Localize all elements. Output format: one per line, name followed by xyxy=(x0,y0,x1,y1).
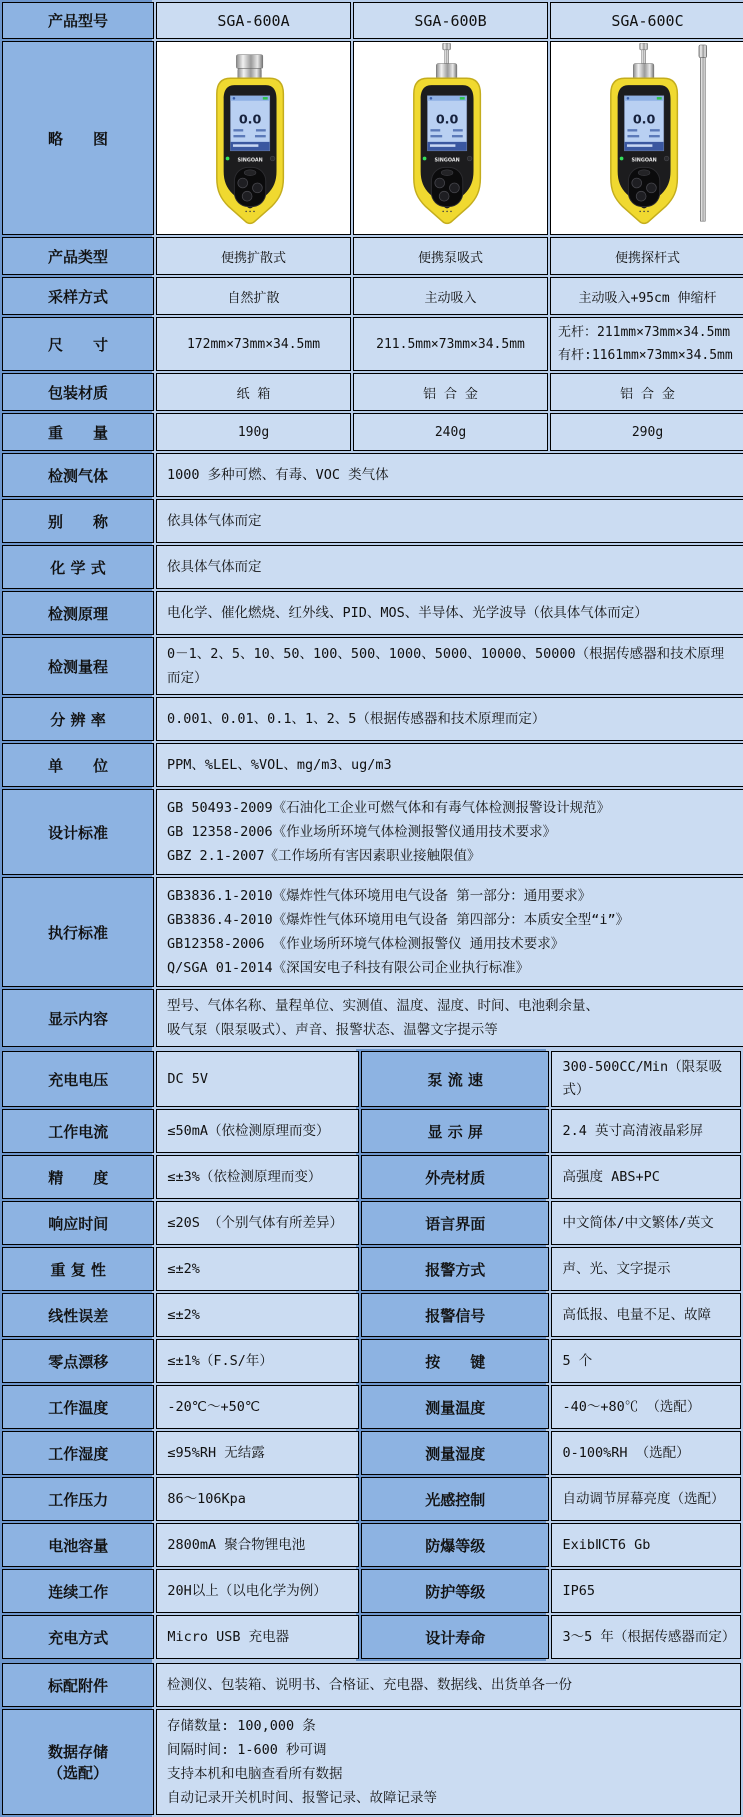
spec-label: 工作电流 xyxy=(48,1122,109,1141)
table-row xyxy=(2,1709,741,1815)
row-value: 便携探杆式 xyxy=(614,250,680,266)
value-line: 0－1、2、5、10、50、100、500、1000、5000、10000、50000（根据传感器和技术原理而定） xyxy=(167,646,725,686)
spec-label-cell xyxy=(361,1569,550,1613)
spec-label: 防护等级 xyxy=(425,1582,486,1601)
table-row xyxy=(2,591,743,635)
row-label: 包装材质 xyxy=(47,383,108,402)
value-line: GB3836.1-2010《爆炸性气体环境用电气设备 第一部分：通用要求》 xyxy=(167,888,592,904)
value-line: GBZ 2.1-2007《工作场所有害因素职业接触限值》 xyxy=(167,848,481,864)
row-value-cell xyxy=(156,453,743,497)
spec-value: ≤20S （个别气体有所差异） xyxy=(167,1214,344,1231)
row-value: 240g xyxy=(434,424,467,440)
spec-label: 重 复 性 xyxy=(50,1260,106,1279)
spec-value: 中文简体/中文繁体/英文 xyxy=(562,1214,714,1231)
row-label-cell xyxy=(2,277,154,315)
spec-label-cell xyxy=(361,1201,550,1245)
row-label: 重 量 xyxy=(47,423,108,442)
value-lines xyxy=(167,509,734,533)
row-label-cell xyxy=(2,413,154,451)
value-line: 支持本机和电脑查看所有数据 xyxy=(167,1766,343,1782)
value-line: GB12358-2006 《作业场所环境气体检测报警仪 通用技术要求》 xyxy=(167,936,565,952)
spec-value-cell xyxy=(551,1615,741,1659)
spec-value-cell xyxy=(551,1155,741,1199)
value-lines xyxy=(167,884,734,980)
row-label: 设计标准 xyxy=(47,823,108,842)
row-label-cell xyxy=(2,545,154,589)
spec-value-cell xyxy=(551,1339,741,1383)
device-image-cell-sga-600c xyxy=(550,41,743,235)
spec-label-cell xyxy=(2,1615,154,1659)
spec-row xyxy=(2,1293,741,1337)
spec-row xyxy=(2,1615,741,1659)
row-label-cell xyxy=(2,317,154,371)
value-line: 自动记录开关机时间、报警记录、故障记录等 xyxy=(167,1790,437,1806)
value-line: 1000 多种可燃、有毒、VOC 类气体 xyxy=(167,467,389,483)
spec-value-cell xyxy=(551,1201,741,1245)
model-header-sga-600b xyxy=(353,2,548,39)
spec-label-cell xyxy=(2,1569,154,1613)
row-value-cell xyxy=(353,413,548,451)
spec-label: 防爆等级 xyxy=(425,1536,486,1555)
spec-label-cell xyxy=(361,1247,550,1291)
spec-value-cell xyxy=(156,1385,359,1429)
spec-value: 2.4 英寸高清液晶彩屏 xyxy=(562,1122,703,1139)
sketch-label-cell xyxy=(2,41,154,235)
spec-row xyxy=(2,1523,741,1567)
value-line: 无杆：211mm×73mm×34.5mm xyxy=(558,325,731,340)
spec-label: 光感控制 xyxy=(425,1490,486,1509)
table-row xyxy=(2,877,743,987)
row-value-cell xyxy=(550,373,743,411)
spec-label: 测量湿度 xyxy=(425,1444,486,1463)
spec-label-cell xyxy=(2,1385,154,1429)
value-line: 存储数量: 100,000 条 xyxy=(167,1718,316,1734)
spec-label-cell xyxy=(361,1155,550,1199)
spec-value: 300-500CC/Min（限泵吸式） xyxy=(562,1059,723,1098)
spec-label-cell xyxy=(2,1155,154,1199)
row-value-cell xyxy=(550,277,743,315)
spec-label: 线性误差 xyxy=(48,1306,109,1325)
value-line: 有杆:1161mm×73mm×34.5mm xyxy=(558,348,733,363)
spec-value: -20℃～+50℃ xyxy=(167,1398,260,1415)
table-row xyxy=(2,1663,741,1707)
row-label: 别 称 xyxy=(47,512,108,531)
spec-value-cell xyxy=(156,1339,359,1383)
row-label-cell xyxy=(2,789,154,875)
table-row xyxy=(2,499,743,543)
value-line: GB 50493-2009《石油化工企业可燃气体和有毒气体检测报警设计规范》 xyxy=(167,800,611,816)
spec-label: 电池容量 xyxy=(48,1536,109,1555)
spec-row xyxy=(2,1339,741,1383)
header-label: 产品型号 xyxy=(47,12,108,30)
row-value: 自然扩散 xyxy=(227,290,280,306)
row-label: 检测原理 xyxy=(47,604,108,623)
spec-label: 语言界面 xyxy=(425,1214,486,1233)
row-label-cell xyxy=(2,877,154,987)
value-line: 依具体气体而定 xyxy=(167,513,262,529)
table-row xyxy=(2,317,743,371)
table-row xyxy=(2,237,743,275)
spec-row xyxy=(2,1247,741,1291)
row-label-cell xyxy=(2,637,154,695)
spec-value-cell xyxy=(551,1569,741,1613)
spec-label-cell xyxy=(361,1051,550,1107)
spec-value-cell xyxy=(156,1431,359,1475)
value-line: GB 12358-2006《作业场所环境气体检测报警仪通用技术要求》 xyxy=(167,824,557,840)
svg-text:SINGOAN: SINGOAN xyxy=(630,157,657,164)
spec-label-cell xyxy=(361,1523,550,1567)
value-line: 电化学、催化燃烧、红外线、PID、MOS、半导体、光学波导（依具体气体而定） xyxy=(167,605,648,621)
row-value-cell xyxy=(550,413,743,451)
row-value-cell xyxy=(353,277,548,315)
spec-label: 工作温度 xyxy=(48,1398,109,1417)
row-value-cell xyxy=(156,413,351,451)
spec-label-cell xyxy=(2,1339,154,1383)
label-line: 数据存储 xyxy=(47,1743,108,1761)
table-row xyxy=(2,413,743,451)
row-value-cell-multiline xyxy=(550,317,743,371)
spec-label-cell xyxy=(361,1293,550,1337)
value-lines xyxy=(167,555,734,579)
spec-value: ≤±3%（依检测原理而变） xyxy=(167,1168,322,1185)
spec-label: 报警信号 xyxy=(425,1306,486,1325)
gas-detector-illustration xyxy=(183,43,325,229)
spec-value-cell xyxy=(551,1477,741,1521)
spec-value-cell xyxy=(156,1051,359,1107)
spec-value-cell xyxy=(156,1523,359,1567)
spec-label-cell xyxy=(361,1385,550,1429)
spec-label: 充电电压 xyxy=(48,1070,109,1089)
spec-label-cell xyxy=(361,1615,550,1659)
spec-row xyxy=(2,1201,741,1245)
spec-label-cell xyxy=(2,1523,154,1567)
spec-row xyxy=(2,1477,741,1521)
spec-label: 响应时间 xyxy=(48,1214,109,1233)
spec-value-cell xyxy=(551,1431,741,1475)
row-value-cell xyxy=(353,237,548,275)
label-line: 标配附件 xyxy=(47,1676,108,1695)
label-line: （选配） xyxy=(47,1764,108,1782)
spec-value: 高强度 ABS+PC xyxy=(562,1168,660,1185)
spec-value-cell xyxy=(156,1155,359,1199)
spec-row xyxy=(2,1385,741,1429)
value-line: Q/SGA 01-2014《深国安电子科技有限公司企业执行标准》 xyxy=(167,960,530,976)
row-label-cell xyxy=(2,989,154,1047)
spec-value-cell xyxy=(156,1247,359,1291)
spec-value: 高低报、电量不足、故障 xyxy=(562,1306,711,1323)
value-lines xyxy=(167,707,734,731)
spec-label-cell xyxy=(2,1477,154,1521)
spec-label-cell xyxy=(2,1293,154,1337)
model-name: SGA-600B xyxy=(414,11,487,30)
row-label: 检测量程 xyxy=(47,657,108,676)
spec-value: ExibⅡCT6 Gb xyxy=(562,1536,651,1553)
row-value-cell xyxy=(156,637,743,695)
row-value: 主动吸入+95cm 伸缩杆 xyxy=(578,290,717,306)
row-label-cell xyxy=(2,237,154,275)
row-value: 便携泵吸式 xyxy=(417,250,483,266)
spec-label-cell xyxy=(2,1109,154,1153)
row-value: 铝 合 金 xyxy=(423,386,478,402)
spec-value: IP65 xyxy=(562,1582,595,1599)
row-label: 显示内容 xyxy=(47,1009,108,1028)
row-label: 产品类型 xyxy=(47,247,108,266)
spec-value: 3～5 年（根据传感器而定） xyxy=(562,1628,736,1645)
row-value-cell xyxy=(550,237,743,275)
row-label-cell xyxy=(2,591,154,635)
row-label: 化 学 式 xyxy=(50,558,106,577)
spec-value-cell xyxy=(551,1385,741,1429)
row-label: 尺 寸 xyxy=(47,335,108,354)
row-value: 铝 合 金 xyxy=(620,386,675,402)
row-value-cell xyxy=(156,545,743,589)
spec-value-cell xyxy=(156,1201,359,1245)
spec-value-cell xyxy=(156,1615,359,1659)
spec-value: 自动调节屏幕亮度（选配） xyxy=(562,1490,725,1507)
row-value: 主动吸入 xyxy=(424,290,477,306)
row-value: 纸 箱 xyxy=(236,386,271,402)
model-header-sga-600a xyxy=(156,2,351,39)
value-line: PPM、%LEL、%VOL、mg/m3、ug/m3 xyxy=(167,757,392,773)
row-value: 190g xyxy=(237,424,270,440)
row-value-cell xyxy=(156,743,743,787)
spec-value: ≤±2% xyxy=(167,1306,200,1323)
spec-value-cell xyxy=(156,1477,359,1521)
spec-value: ≤95%RH 无结露 xyxy=(167,1444,265,1461)
table-row xyxy=(2,637,743,695)
header-label-cell xyxy=(2,2,154,39)
spec-label-cell xyxy=(361,1339,550,1383)
spec-value: 0-100%RH （选配） xyxy=(562,1444,690,1461)
spec-label: 充电方式 xyxy=(48,1628,109,1647)
value-lines xyxy=(167,796,734,868)
spec-label-cell xyxy=(361,1109,550,1153)
device-image-cell-sga-600b xyxy=(353,41,548,235)
spec-label: 工作压力 xyxy=(48,1490,109,1509)
value-lines xyxy=(167,994,734,1042)
value-lines xyxy=(167,601,734,625)
svg-text:SINGOAN: SINGOAN xyxy=(433,157,460,164)
spec-value-cell xyxy=(551,1523,741,1567)
row-value-cell xyxy=(156,237,351,275)
accessories-table xyxy=(0,1661,743,1817)
row-label-cell xyxy=(2,453,154,497)
row-value-cell xyxy=(156,877,743,987)
spec-value: ≤50mA（依检测原理而变） xyxy=(167,1122,330,1139)
spec-label: 显 示 屏 xyxy=(427,1122,483,1141)
spec-label: 精 度 xyxy=(48,1168,109,1187)
spec-row xyxy=(2,1431,741,1475)
model-header-sga-600c xyxy=(550,2,743,39)
value-lines xyxy=(167,1714,730,1810)
spec-value-cell xyxy=(551,1293,741,1337)
row-value-cell xyxy=(156,697,743,741)
row-value: 211.5mm×73mm×34.5mm xyxy=(376,336,525,352)
spec-label: 泵 流 速 xyxy=(427,1070,483,1089)
spec-label: 报警方式 xyxy=(425,1260,486,1279)
svg-text:0.0: 0.0 xyxy=(238,111,261,127)
table-row xyxy=(2,697,743,741)
value-lines xyxy=(167,1673,730,1697)
svg-text:SINGOAN: SINGOAN xyxy=(236,157,263,164)
spec-label: 零点漂移 xyxy=(48,1352,109,1371)
spec-table xyxy=(0,1049,743,1661)
row-label: 单 位 xyxy=(47,756,108,775)
table-row xyxy=(2,277,743,315)
spec-value: ≤±2% xyxy=(167,1260,200,1277)
spec-row xyxy=(2,1051,741,1107)
spec-label: 工作湿度 xyxy=(48,1444,109,1463)
spec-row xyxy=(2,1109,741,1153)
row-value-cell xyxy=(156,373,351,411)
row-value-cell xyxy=(156,277,351,315)
row-value-cell xyxy=(156,499,743,543)
row-label-cell xyxy=(2,697,154,741)
row-value-cell xyxy=(156,591,743,635)
row-value: 便携扩散式 xyxy=(220,250,286,266)
row-value-cell xyxy=(156,317,351,371)
spec-label-cell xyxy=(2,1051,154,1107)
spec-value: 20H以上（以电化学为例） xyxy=(167,1582,327,1599)
spec-label-cell xyxy=(2,1201,154,1245)
table-row xyxy=(2,743,743,787)
row-label: 分 辨 率 xyxy=(50,710,106,729)
gas-detector-illustration xyxy=(380,43,522,229)
spec-value-cell xyxy=(156,1293,359,1337)
spec-value-cell xyxy=(156,1109,359,1153)
header-row xyxy=(2,2,743,39)
table-row xyxy=(2,373,743,411)
table-row xyxy=(2,545,743,589)
row-value-cell xyxy=(353,317,548,371)
row-label-cell xyxy=(2,499,154,543)
row-value: 172mm×73mm×34.5mm xyxy=(186,336,321,352)
spec-label-cell xyxy=(361,1431,550,1475)
value-line: 吸气泵（限泵吸式）、声音、报警状态、温馨文字提示等 xyxy=(167,1022,498,1038)
model-name: SGA-600A xyxy=(217,11,290,30)
row-value: 290g xyxy=(631,424,664,440)
value-lines xyxy=(167,753,734,777)
spec-value-cell xyxy=(551,1051,741,1107)
spec-value: -40～+80℃ （选配） xyxy=(562,1398,701,1415)
sketch-label: 略 图 xyxy=(47,129,108,148)
spec-value-cell xyxy=(551,1109,741,1153)
spec-row xyxy=(2,1569,741,1613)
spec-value: DC 5V xyxy=(167,1070,209,1087)
spec-value-cell xyxy=(156,1569,359,1613)
spec-value: 5 个 xyxy=(562,1352,593,1369)
value-lines xyxy=(167,642,734,690)
spec-value: 86～106Kpa xyxy=(167,1490,246,1507)
row-label-cell xyxy=(2,1709,154,1815)
spec-row xyxy=(2,1155,741,1199)
spec-label: 连续工作 xyxy=(48,1582,109,1601)
svg-text:0.0: 0.0 xyxy=(435,111,458,127)
table-row xyxy=(2,789,743,875)
value-line: 检测仪、包装箱、说明书、合格证、充电器、数据线、出货单各一份 xyxy=(167,1677,572,1693)
spec-label: 设计寿命 xyxy=(425,1628,486,1647)
row-label: 执行标准 xyxy=(47,923,108,942)
row-label-cell xyxy=(2,1663,154,1707)
row-value-cell xyxy=(353,373,548,411)
row-value-cell xyxy=(156,789,743,875)
spec-label: 外壳材质 xyxy=(425,1168,486,1187)
value-line: 间隔时间: 1-600 秒可调 xyxy=(167,1742,327,1758)
spec-value-cell xyxy=(551,1247,741,1291)
model-name: SGA-600C xyxy=(611,11,684,30)
row-value-cell xyxy=(156,1663,741,1707)
spec-label: 测量温度 xyxy=(425,1398,486,1417)
device-image-cell-sga-600a xyxy=(156,41,351,235)
spec-value: 2800mA 聚合物锂电池 xyxy=(167,1536,306,1553)
svg-text:0.0: 0.0 xyxy=(632,111,655,127)
value-line: 0.001、0.01、0.1、1、2、5（根据传感器和技术原理而定） xyxy=(167,711,546,727)
value-lines xyxy=(167,463,734,487)
row-value-cell xyxy=(156,1709,741,1815)
value-line: 型号、气体名称、量程单位、实测值、温度、湿度、时间、电池剩余量、 xyxy=(167,998,599,1014)
row-value-cell xyxy=(156,989,743,1047)
value-line: GB3836.4-2010《爆炸性气体环境用电气设备 第四部分：本质安全型“i”》 xyxy=(167,912,630,928)
table-row xyxy=(2,453,743,497)
spec-label-cell xyxy=(361,1477,550,1521)
table-row xyxy=(2,989,743,1047)
spec-value: ≤±1%（F.S/年） xyxy=(167,1352,273,1369)
gas-detector-illustration xyxy=(577,43,719,229)
row-label-cell xyxy=(2,373,154,411)
sketch-row xyxy=(2,41,743,235)
spec-value: Micro USB 充电器 xyxy=(167,1628,290,1645)
spec-label-cell xyxy=(2,1431,154,1475)
spec-label-cell xyxy=(2,1247,154,1291)
row-label: 采样方式 xyxy=(47,287,108,306)
row-label: 检测气体 xyxy=(47,466,108,485)
spec-label: 按 键 xyxy=(425,1352,486,1371)
spec-value: 声、光、文字提示 xyxy=(562,1260,671,1277)
value-line: 依具体气体而定 xyxy=(167,559,262,575)
row-label-cell xyxy=(2,743,154,787)
